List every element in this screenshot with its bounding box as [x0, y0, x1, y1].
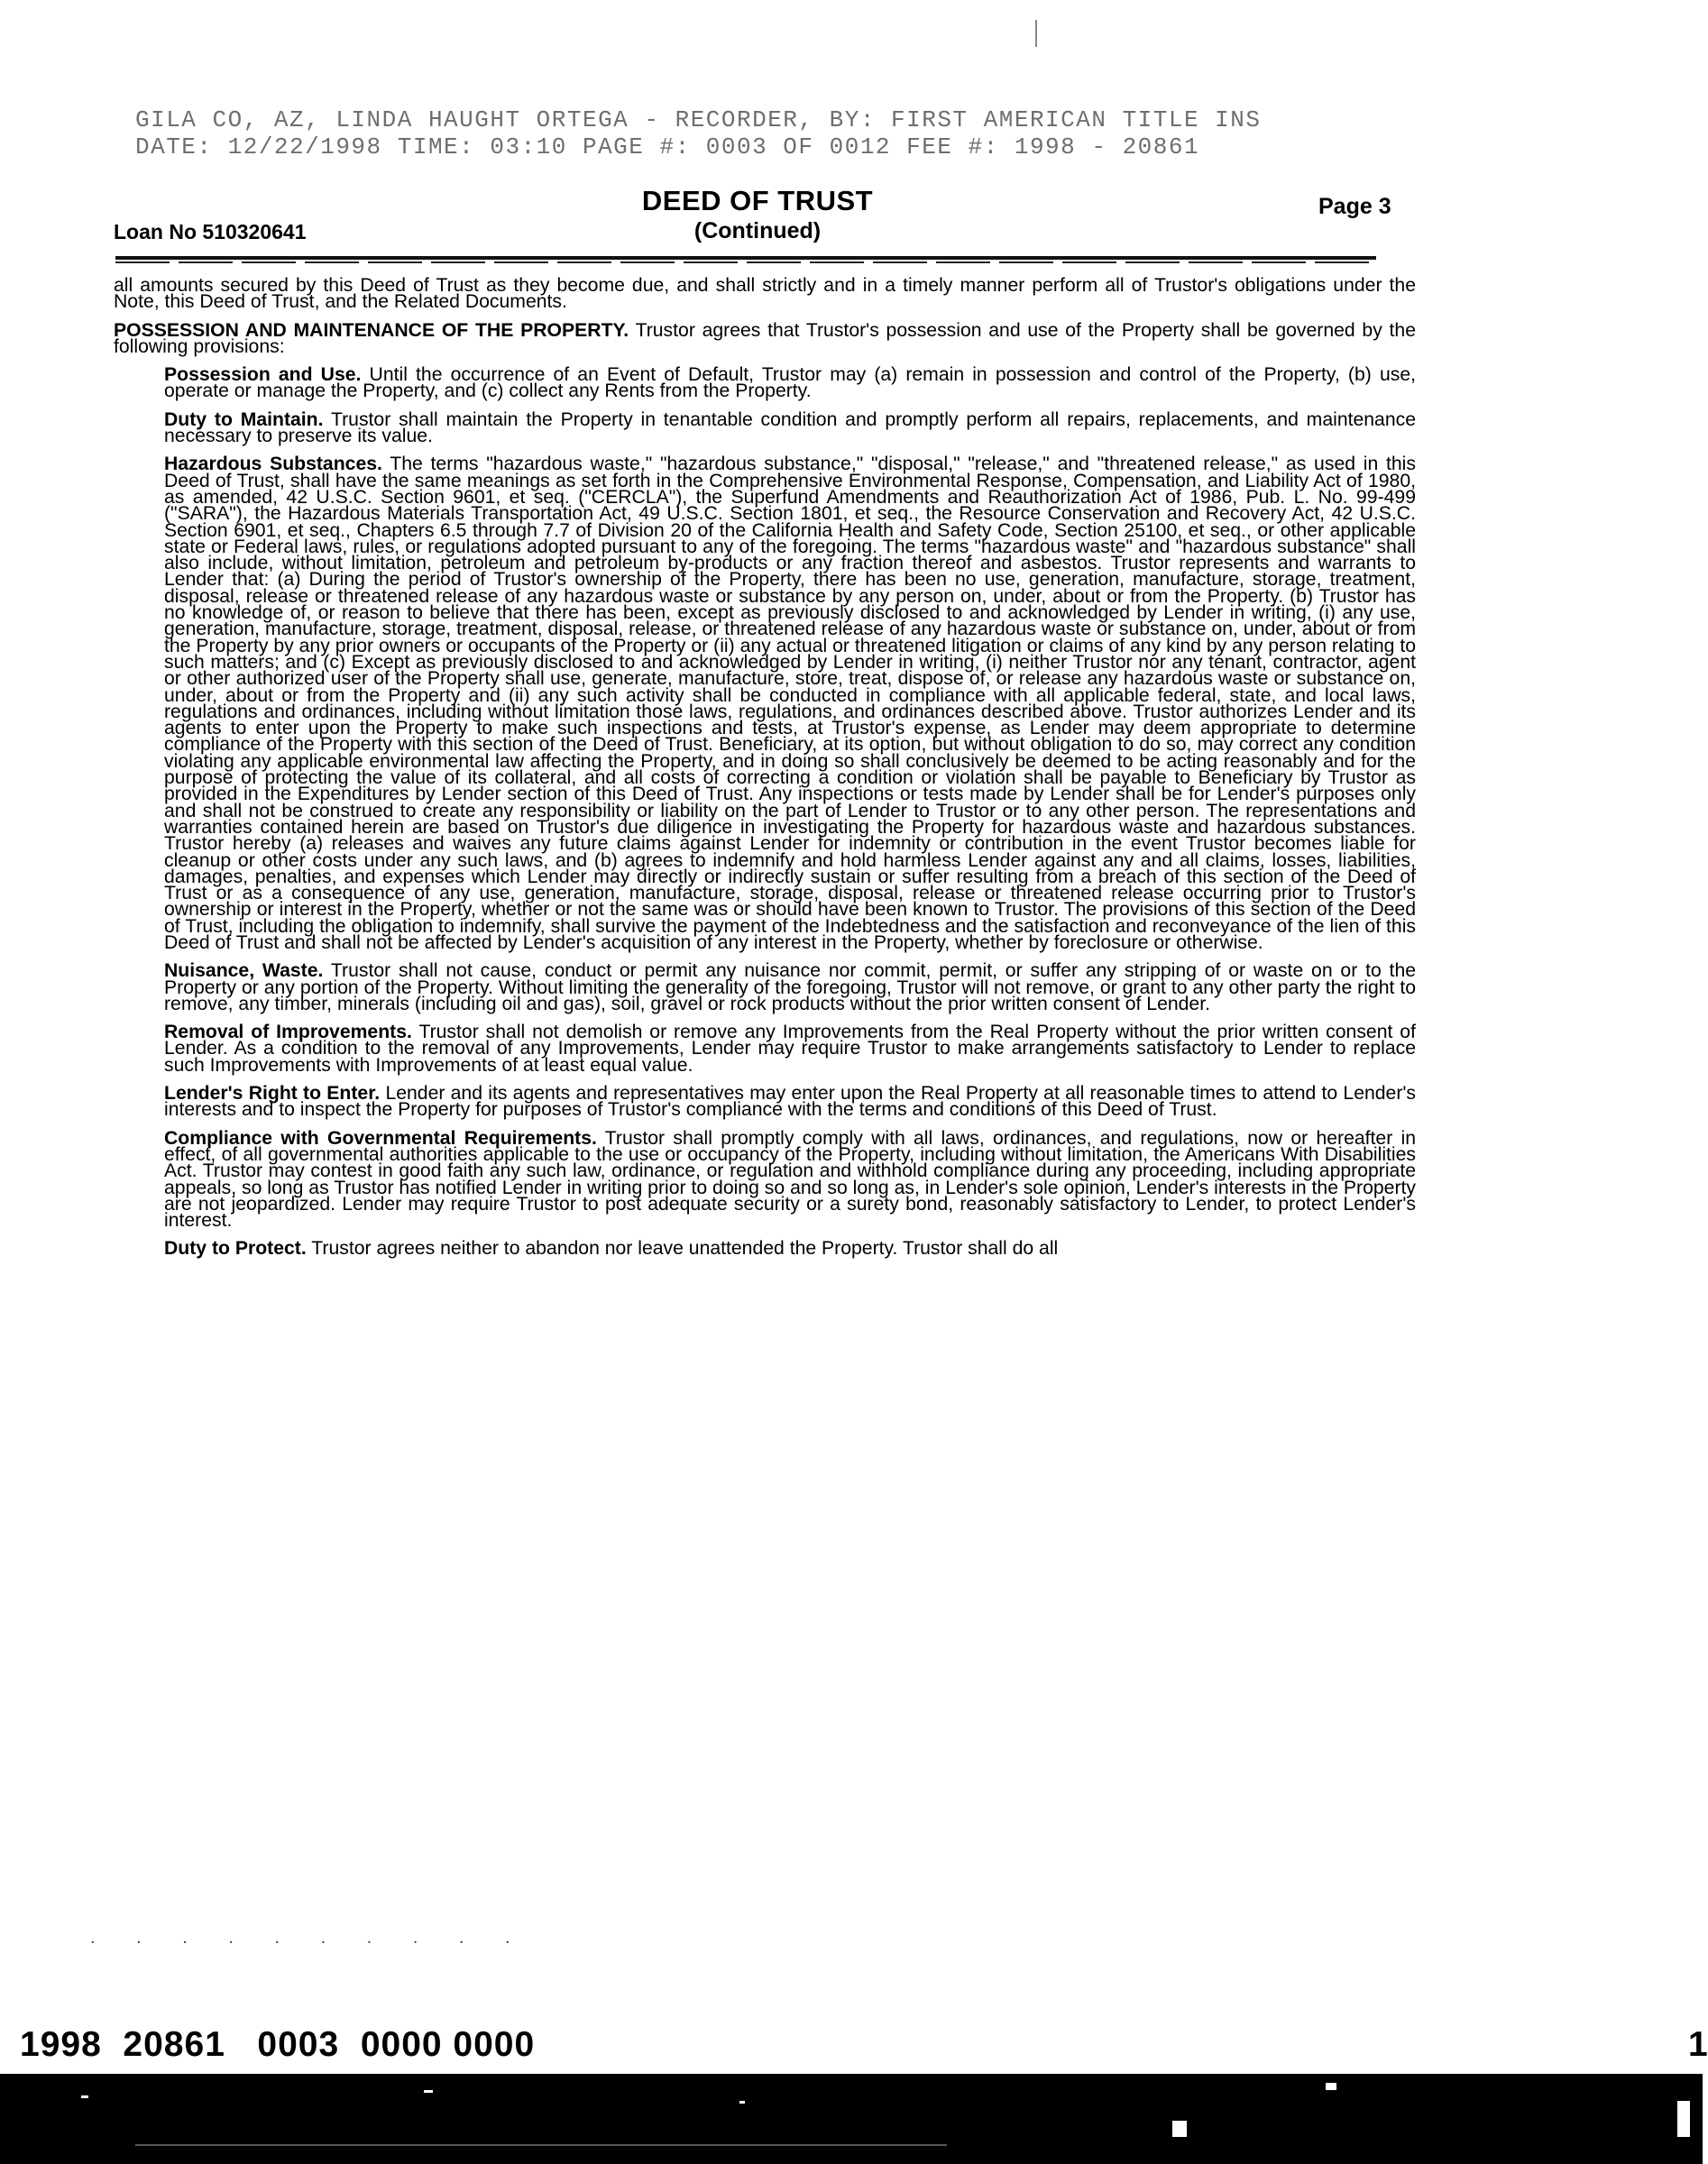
section-possession-and-use	[164, 364, 1416, 402]
section-text: Trustor agrees neither to abandon nor leave unattended the Property. Trustor shall do all	[311, 1238, 1059, 1260]
scan-noise-dots: . . . . . . . . . .	[90, 1928, 528, 1948]
recorder-stamp-line-1: GILA CO, AZ, LINDA HAUGHT ORTEGA - RECORDER, BY: FIRST AMERICAN TITLE INS	[135, 106, 1262, 133]
recording-number: 1998 20861 0003 0000 0000	[20, 2025, 536, 2064]
loan-number: Loan No 510320641	[114, 220, 307, 243]
section-heading: Duty to Protect.	[164, 1238, 307, 1260]
section-text: Trustor shall not demolish or remove any Improvements from the Real Property without the prior written consent of Lender. As a condition to the removal of any Improvements, Lender may require Trustor to make arrangements satisfactory to Lender to replace such Improvements with Improvements of at least equal value.	[164, 1022, 1416, 1076]
page-number: Page 3	[1318, 194, 1391, 219]
section-text: Trustor shall promptly comply with all laws, ordinances, and regulations, now or hereafter in effect, of all governmental authorities applicable to the use or occupancy of the Property, including without limitation, the Americans With Disabilities Act. Trustor may contest in good faith any such law, ordinance, or regulation and withhold compliance during any proceeding, including appropriate appeals, so long as Trustor has notified Lender in writing prior to doing so and so long as, in Lender's sole opinion, Lender's interests in the Property are not jeopardized. Lender may require Trustor to post adequate security or a surety bond, reasonably satisfactory to Lender, to protect Lender's interest.	[164, 1127, 1416, 1232]
section-removal-of-improvements	[164, 1024, 1416, 1074]
document-subtitle: (Continued)	[693, 218, 822, 243]
section-heading: Duty to Maintain.	[164, 408, 324, 430]
section-lenders-right-to-enter	[164, 1083, 1417, 1121]
section-heading: Lender's Right to Enter.	[164, 1083, 381, 1105]
recorder-stamp-line-2: DATE: 12/22/1998 TIME: 03:10 PAGE #: 0003 OF 0012 FEE #: 1998 - 20861	[135, 133, 1200, 160]
section-heading: Hazardous Substances.	[164, 454, 382, 475]
section-text: The terms "hazardous waste," "hazardous substance," "disposal," "release," and "threatened release," as used in this Deed of Trust, shall have the same meanings as set forth in the Comprehensive Environmental Response, Compensation, and Liability Act of 1980, as amended, 42 U.S.C. Section 9601, et seq. ("CERCLA"), the Superfund Amendments and Reauthorization Act of 1986, Pub. L. No. 99-499 ("SARA"), the Hazardous Materials Transportation Act, 49 U.S.C. Section 1801, et seq., the Resource Conservation and Recovery Act, 42 U.S.C. Section 6901, et seq., Chapters 6.5 through 7.7 of Division 20 of the California Health and Safety Code, Section 25100, et seq., or other applicable state or Federal laws, rules, or regulations adopted pursuant to any of the foregoing. The terms "hazardous waste" and "hazardous substance" shall also include, without limitation, petroleum and petroleum by-products or any fraction thereof and asbestos. Trustor represents and warrants to Lender that: (a) During the period of Trustor's ownership of the Property, there has been no use, generation, manufacture, storage, treatment, disposal, release or threatened release of any hazardous waste or substance by any person on, under, about or from the Property. (b) Trustor has no knowledge of, or reason to believe that there has been, except as previously disclosed to and acknowledged by Lender in writing, (i) any use, generation, manufacture, storage, treatment, disposal, release, or threatened release of any hazardous waste or substance on, under, about or from the Property by any prior owners or occupants of the Property or (ii) any actual or threatened litigation or claims of any kind by any person relating to such matters; and (c) Except as previously disclosed to and acknowledged by Lender in writing, (i) neither Trustor nor any tenant, contractor, agent or other authorized user of the Property shall use, generate, manufacture, store, treat, dispose of, or release any hazardous waste or substance on, under, about or from the Property and (ii) any such activity shall be conducted in compliance with all applicable federal, state, and local laws, regulations and ordinances, including without limitation those laws, regulations, and ordinances described above. Trustor authorizes Lender and its agents to enter upon the Property to make such inspections and tests, at Trustor's expense, as Lender may deem appropriate to determine compliance of the Property with this section of the Deed of Trust. Beneficiary, at its option, but without obligation to do so, may correct any condition violating any applicable environmental law affecting the Property, and in doing so shall conclusively be deemed to be acting reasonably and for the purpose of protecting the value of its collateral, and all costs of correcting a condition or violation shall be payable to Beneficiary by Trustor as provided in the Expenditures by Lender section of this Deed of Trust. Any inspections or tests made by Lender shall be for Lender's purposes only and shall not be construed to create any responsibility or liability on the part of Lender to Trustor or to any other person. The representations and warranties contained herein are based on Trustor's due diligence in investigating the Property for hazardous waste and hazardous substances. Trustor hereby (a) releases and waives any future claims against Lender for indemnity or contribution in the event Trustor becomes liable for cleanup or other costs under any such laws, and (b) agrees to indemnify and hold harmless Lender against any and all claims, losses, liabilities, damages, penalties, and expenses which Lender may directly or indirectly sustain or suffer resulting from a breach of this section of the Deed of Trust or as a consequence of any use, generation, manufacture, storage, disposal, release or threatened release occurring prior to Trustor's ownership or interest in the Property, whether or not the same was or should have been known to Trustor. The provisions of this section of the Deed of Trust, including the obligation to indemnify, shall survive the payment of the Indebtedness and the satisfaction and reconveyance of the lien of this Deed of Trust and shall not be affected by Lender's acquisition of any interest in the Property, whether by foreclosure or otherwise.	[164, 454, 1416, 953]
header-rule	[115, 256, 1376, 260]
section-heading: Removal of Improvements.	[164, 1022, 412, 1043]
recorder-stamp	[135, 106, 1425, 160]
section-text: Trustor shall not cause, conduct or permit any nuisance nor commit, permit, or suffer any stripping of or waste on or to the Property or any portion of the Property. Without limiting the generality of the foregoing, Trustor will not remove, or grant to any other party the right to remove, any timber, minerals (including oil and gas), soil, gravel or rock products without the prior written consent of Lender.	[164, 960, 1417, 1014]
possession-paragraph	[114, 319, 1416, 357]
recording-number-edge: 1	[1688, 2025, 1708, 2064]
section-text: Lender and its agents and representatives may enter upon the Real Property at all reasonable times to attend to Lender's interests and to inspect the Property for purposes of Trustor's compliance with the terms and conditions of this Deed of Trust.	[164, 1083, 1417, 1121]
section-heading: Nuisance, Waste.	[164, 960, 324, 982]
document-body	[114, 275, 1417, 1270]
section-text: Until the occurrence of an Event of Default, Trustor may (a) remain in possession and control of the Property, (b) use, operate or manage the Property, and (c) collect any Rents from the Property.	[164, 364, 1416, 402]
section-duty-to-maintain	[164, 408, 1417, 447]
header-rule-secondary	[115, 261, 1376, 263]
section-duty-to-protect	[164, 1238, 1416, 1260]
section-heading: Possession and Use.	[164, 364, 362, 386]
intro-paragraph: all amounts secured by this Deed of Trust as they become due, and shall strictly and in a timely manner perform all of Trustor's obligations under the Note, this Deed of Trust, and the Related Documents.	[114, 275, 1416, 313]
section-compliance-governmental	[164, 1127, 1416, 1232]
section-text: Trustor shall maintain the Property in tenantable condition and promptly perform all repairs, replacements, and maintenance necessary to preserve its value.	[164, 408, 1417, 447]
document-title: DEED OF TRUST	[641, 185, 874, 216]
scan-bottom-bar	[0, 2074, 1703, 2164]
section-nuisance-waste	[164, 960, 1417, 1014]
section-heading: Compliance with Governmental Requirements.	[164, 1127, 597, 1149]
section-hazardous-substances	[164, 456, 1416, 951]
scan-mark	[1035, 20, 1037, 47]
possession-text: Trustor agrees that Trustor's possession and use of the Property shall be governed by the following provisions:	[114, 319, 1416, 357]
possession-heading: POSSESSION AND MAINTENANCE OF THE PROPERTY.	[114, 319, 629, 341]
